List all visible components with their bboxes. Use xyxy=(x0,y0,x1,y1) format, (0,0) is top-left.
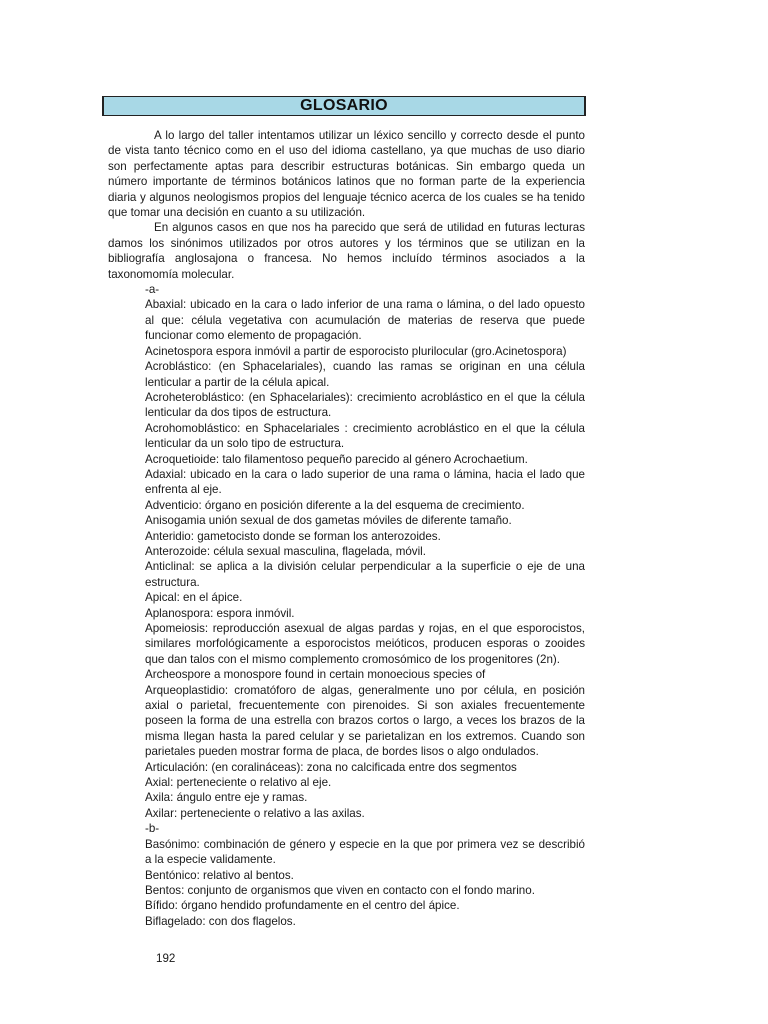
glossary-entry: Acinetospora espora inmóvil a partir de esporocisto plurilocular (gro.Acinetospora) xyxy=(145,344,567,358)
glossary-entry: Abaxial: ubicado en la cara o lado inferior de una rama o lámina, o del lado opuesto al que: célula vegetativa con acumulación de materias de reserva que puede funcionar como elemento de propagación. xyxy=(145,298,585,343)
intro-paragraph: En algunos casos en que nos ha parecido que será de utilidad en futuras lecturas damos los sinónimos utilizados por otros autores y los términos que se utilizan en la bibliografía anglosajona o francesa. No hemos incluído términos asociados a la taxonomomía molecular. xyxy=(108,221,585,281)
glossary-entry: Acroquetioide: talo filamentoso pequeño parecido al género Acrochaetium. xyxy=(145,452,528,466)
glossary-entry: Biflagelado: con dos flagelos. xyxy=(145,914,296,928)
glossary-entry: Basónimo: combinación de género y especie en la que por primera vez se describió a la especie validamente. xyxy=(145,837,585,867)
glossary-entry: Acroheteroblástico: (en Sphacelariales): crecimiento acroblástico en el que la célula lenticular da dos tipos de estructura. xyxy=(145,390,585,420)
section-letter-a: -a- xyxy=(145,283,160,297)
intro-paragraph: A lo largo del taller intentamos utilizar un léxico sencillo y correcto desde el punto de vista tanto técnico como en el uso del idioma castellano, ya que muchas de uso diario son perfectamente aptas para describir estructuras botánicas. Sin embargo queda un número importante de términos botánicos latinos que no forman parte de la experiencia diaria y algunos neologismos propios del lenguaje técnico acerca de los cuales se ha tenido que tomar una decisión en cuanto a su utilización. xyxy=(108,129,585,220)
glossary-entry: Anterozoide: célula sexual masculina, flagelada, móvil. xyxy=(145,544,426,558)
glossary-entry: Anisogamia unión sexual de dos gametas móviles de diferente tamaño. xyxy=(145,514,512,528)
glossary-content xyxy=(108,128,585,929)
glossary-entry: Aplanospora: espora inmóvil. xyxy=(145,606,295,620)
glossary-entry: Axial: perteneciente o relativo al eje. xyxy=(145,776,332,790)
intro-section xyxy=(108,128,585,282)
glossary-entry: Adventicio: órgano en posición diferente a la del esquema de crecimiento. xyxy=(145,498,525,512)
section-letter-b: -b- xyxy=(145,822,160,836)
glossary-entry: Archeospore a monospore found in certain monoecious species of xyxy=(145,668,486,682)
glossary-entry: Anteridio: gametocisto donde se forman los anterozoides. xyxy=(145,529,441,543)
glossary-entry: Apical: en el ápice. xyxy=(145,591,243,605)
page-title: GLOSARIO xyxy=(300,97,388,114)
glossary-entry: Articulación: (en coralináceas): zona no calcificada entre dos segmentos xyxy=(145,760,517,774)
glossary-entry: Acrohomoblástico: en Sphacelariales : crecimiento acroblástico en el que la célula lenticular da un solo tipo de estructura. xyxy=(145,421,585,451)
glossary-entry: Bífido: órgano hendido profundamente en el centro del ápice. xyxy=(145,899,460,913)
glossary-entries xyxy=(145,282,585,929)
glossary-title-bar xyxy=(102,96,586,116)
glossary-entry: Axila: ángulo entre eje y ramas. xyxy=(145,791,308,805)
glossary-entry: Anticlinal: se aplica a la división celular perpendicular a la superficie o eje de una estructura. xyxy=(145,560,585,589)
glossary-entry: Bentos: conjunto de organismos que viven en contacto con el fondo marino. xyxy=(145,883,535,897)
glossary-entry: Arqueoplastidio: cromatóforo de algas, generalmente uno por célula, en posición axial o parietal, frecuentemente con pirenoides. Si son axiales frecuentemente poseen la forma de una estrella con brazos cortos o largo, a veces los brazos de la misma llegan hasta la pared celular y se parietalizan en los extremos. Cuando son parietales pueden mostrar forma de placa, de bordes lisos o algo ondulados. xyxy=(145,683,585,759)
glossary-entry: Axilar: perteneciente o relativo a las axilas. xyxy=(145,806,365,820)
glossary-entry: Apomeiosis: reproducción asexual de algas pardas y rojas, en el que esporocistos, similares morfológicamente a esporocistos meióticos, producen esporas o zooides que dan talos con el mismo complemento cromosómico de los progenitores (2n). xyxy=(145,622,585,666)
glossary-entry: Acroblástico: (en Sphacelariales), cuando las ramas se originan en una célula lenticular a partir de la célula apical. xyxy=(145,360,585,389)
glossary-entry: Bentónico: relativo al bentos. xyxy=(145,868,294,882)
glossary-entry: Adaxial: ubicado en la cara o lado superior de una rama o lámina, hacia el lado que enfrenta al eje. xyxy=(145,467,585,497)
page-number: 192 xyxy=(156,952,176,965)
